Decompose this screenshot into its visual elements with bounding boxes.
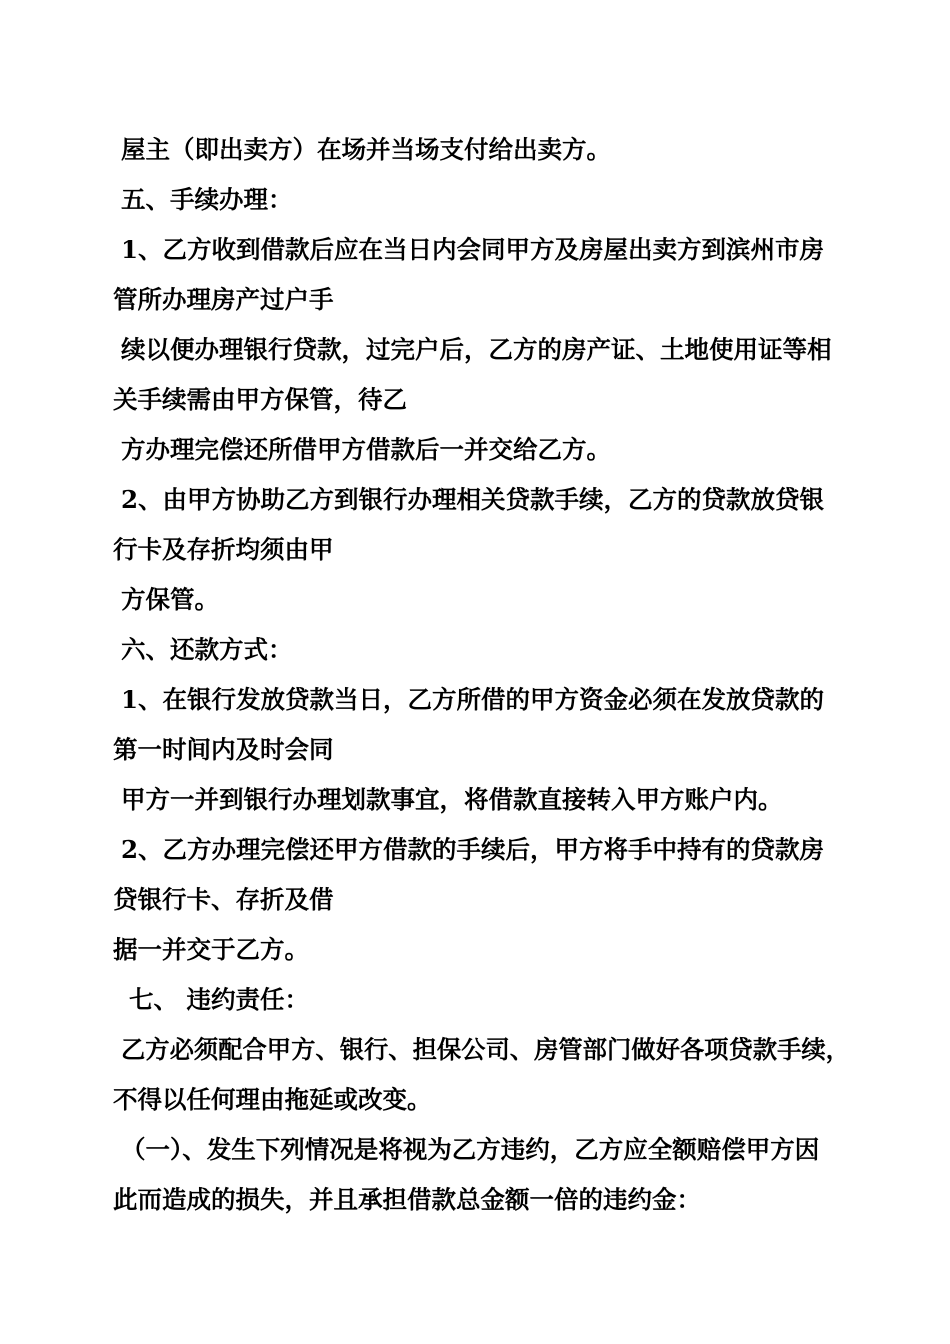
text-line: 续以便办理银行贷款，过完户后，乙方的房产证、土地使用证等相 [121, 335, 832, 364]
text-line: 管所办理房产过户手 [113, 285, 334, 314]
text-line: 屋主（即出卖方）在场并当场支付给出卖方。 [121, 135, 611, 164]
text-line: 行卡及存折均须由甲 [113, 535, 334, 564]
section-heading: 七、 违约责任： [129, 985, 310, 1014]
text-line: 据一并交于乙方。 [113, 935, 309, 964]
text-line: 第一时间内及时会同 [113, 735, 334, 764]
text-line: 不得以任何理由拖延或改变。 [113, 1085, 432, 1114]
text-line: 此而造成的损失，并且承担借款总金额一倍的违约金： [113, 1185, 701, 1214]
text-line: （一）、发生下列情况是将视为乙方违约，乙方应全额赔偿甲方因 [121, 1135, 820, 1164]
text-line: 1、乙方收到借款后应在当日内会同甲方及房屋出卖方到滨州市房 [121, 235, 825, 264]
text-line: 甲方一并到银行办理划款事宜，将借款直接转入甲方账户内。 [121, 785, 783, 814]
text-line: 1、在银行发放贷款当日，乙方所借的甲方资金必须在发放贷款的 [121, 685, 825, 714]
text-line: 2、由甲方协助乙方到银行办理相关贷款手续，乙方的贷款放贷银 [121, 485, 825, 514]
text-line: 方办理完偿还所借甲方借款后一并交给乙方。 [121, 435, 611, 464]
text-line: 2、乙方办理完偿还甲方借款的手续后，甲方将手中持有的贷款房 [121, 835, 825, 864]
section-heading: 五、手续办理： [121, 185, 293, 214]
section-heading: 六、还款方式： [121, 635, 293, 664]
text-line: 关手续需由甲方保管，待乙 [113, 385, 407, 414]
text-line: 贷银行卡、存折及借 [113, 885, 334, 914]
text-line: 方保管。 [121, 585, 219, 614]
text-line: 乙方必须配合甲方、银行、担保公司、房管部门做好各项贷款手续， [121, 1035, 850, 1064]
